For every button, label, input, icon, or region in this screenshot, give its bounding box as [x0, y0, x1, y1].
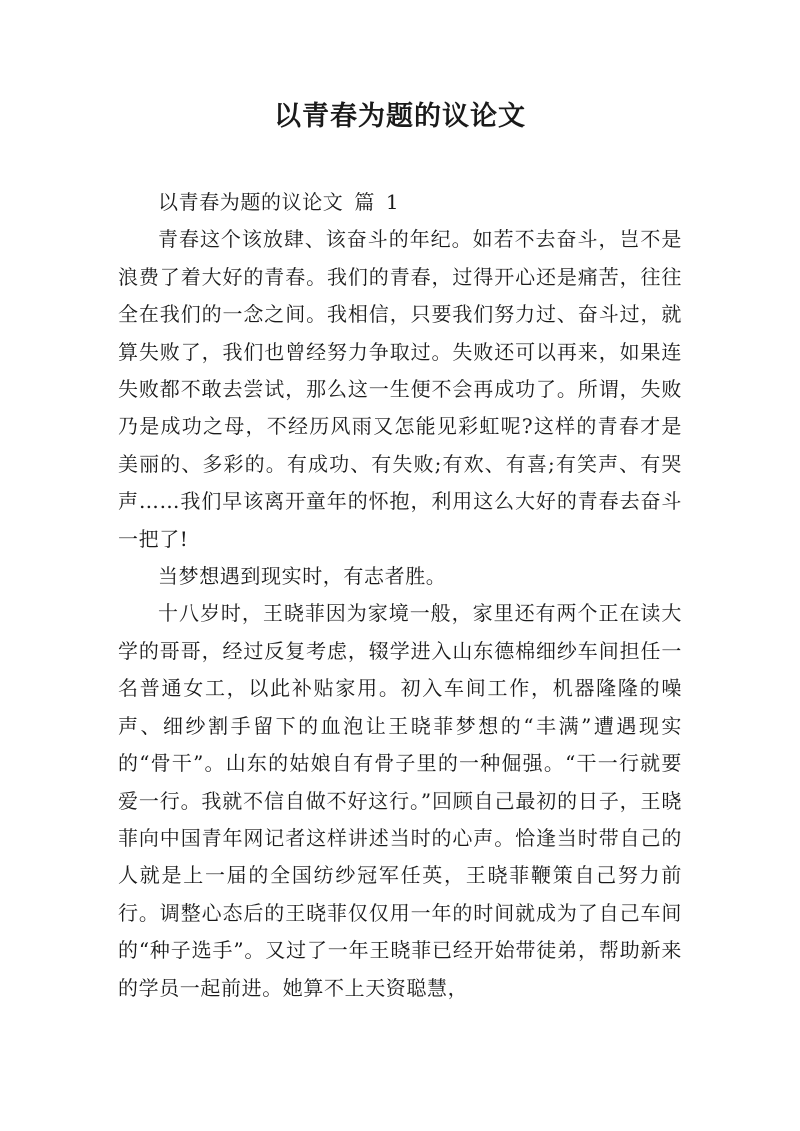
section-heading: 以青春为题的议论文 篇 1: [158, 190, 400, 214]
paragraph-1: 青春这个该放肆、该奋斗的年纪。如若不去奋斗，岂不是浪费了着大好的青春。我们的青春，过得开心还是痛苦，往往全在我们的一念之间。我相信，只要我们努力过、奋斗过，就算失败了，我们也曾经努力争取过。失败还可以再来，如果连失败都不敢去尝试，那么这一生便不会再成功了。所谓，失败乃是成功之母，不经历风雨又怎能见彩虹呢?这样的青春才是美丽的、多彩的。有成功、有失败;有欢、有喜;有笑声、有哭声……我们早该离开童年的怀抱，利用这么大好的青春去奋斗一把了!: [118, 227, 682, 551]
paragraph-2: 当梦想遇到现实时，有志者胜。: [158, 564, 447, 589]
document-title: 以青春为题的议论文: [274, 101, 526, 132]
paragraph-3: 十八岁时，王晓菲因为家境一般，家里还有两个正在读大学的哥哥，经过反复考虑，辍学进入山东德棉细纱车间担任一名普通女工，以此补贴家用。初入车间工作，机器隆隆的噪声、细纱割手留下的血泡让王晓菲梦想的“丰满”遭遇现实的“骨干”。山东的姑娘自有骨子里的一种倔强。“干一行就要爱一行。我就不信自做不好这行。”回顾自己最初的日子，王晓菲向中国青年网记者这样讲述当时的心声。恰逢当时带自己的人就是上一届的全国纺纱冠军任英，王晓菲鞭策自己努力前行。调整心态后的王晓菲仅仅用一年的时间就成为了自己车间的“种子选手”。又过了一年王晓菲已经开始带徒弟，帮助新来的学员一起前进。她算不上天资聪慧，: [118, 601, 682, 1000]
document-body: [118, 184, 682, 1007]
